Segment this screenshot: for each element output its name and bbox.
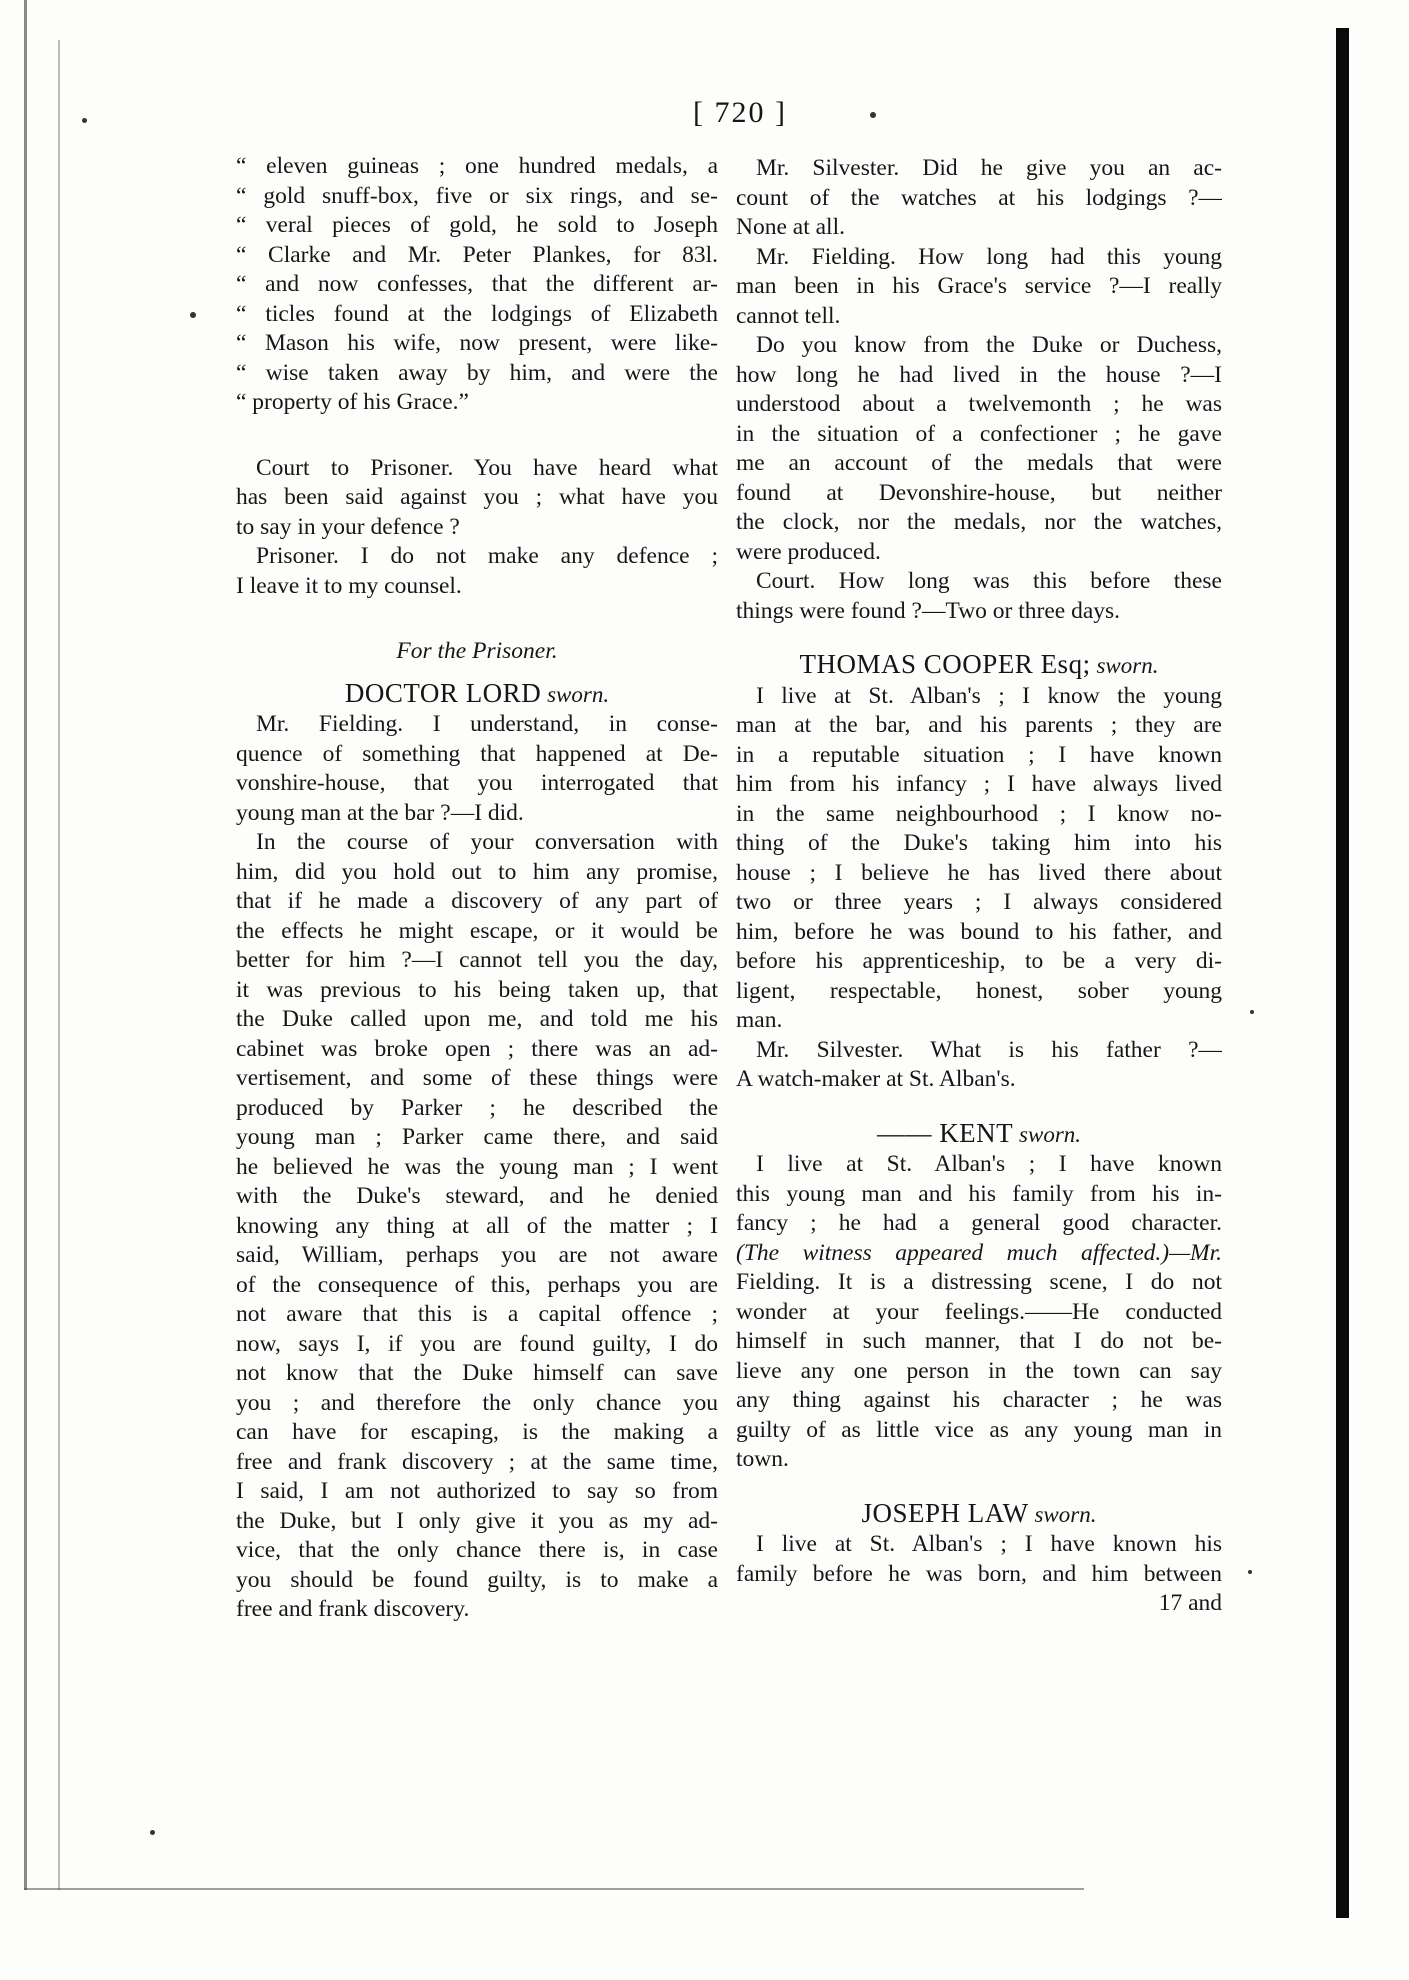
witness-name: THOMAS COOPER Esq; <box>799 649 1091 679</box>
scan-edge-inner <box>58 40 60 1890</box>
spacer <box>236 418 718 454</box>
text-line: town. <box>736 1446 789 1472</box>
spacer <box>736 1095 1222 1119</box>
text-line: how long he had lived in the house ?—I <box>736 361 1222 388</box>
text-line: “ ticles found at the lodgings of Elizabeth <box>236 300 718 327</box>
text-line: found at Devonshire-house, but neither <box>736 479 1222 506</box>
text-line: vertisement, and some of these things were <box>236 1065 718 1091</box>
scan-speck <box>190 312 196 318</box>
court-exchange <box>236 454 718 602</box>
witness-name: DOCTOR LORD <box>344 677 542 708</box>
text-line: Court. How long was this before these <box>756 568 1222 594</box>
scan-speck <box>1250 1010 1254 1014</box>
text-line: you ; and therefore the only chance you <box>236 1389 718 1416</box>
text-line: not aware that this is a capital offence ; <box>236 1301 718 1327</box>
text-line: I live at St. Alban's ; I have known his <box>756 1531 1222 1557</box>
text-line: lieve any one person in the town can say <box>736 1357 1222 1384</box>
text-line: the clock, nor the medals, nor the watches, <box>736 509 1222 535</box>
text-line: “ Mason his wife, now present, were like- <box>236 330 718 356</box>
text-line: Prisoner. I do not make any defence ; <box>256 543 718 569</box>
text-line: the Duke called upon me, and told me his <box>236 1006 718 1032</box>
text-line: man at the bar, and his parents ; they are <box>736 712 1222 738</box>
witness-name: JOSEPH LAW <box>861 1497 1029 1528</box>
text-line: “ and now confesses, that the different ar- <box>236 271 718 297</box>
text-line: in the same neighbourhood ; I know no- <box>736 800 1222 827</box>
text-line: I live at St. Alban's ; I have known <box>756 1151 1222 1177</box>
text-line: any thing against his character ; he was <box>736 1387 1222 1413</box>
text-line: knowing any thing at all of the matter ; I <box>236 1212 718 1239</box>
text-line: Mr. Silvester. Did he give you an ac- <box>756 155 1222 181</box>
text-line: A watch-maker at St. Alban's. <box>736 1066 1016 1092</box>
text-line: can have for escaping, is the making a <box>236 1419 718 1445</box>
text-line: guilty of as little vice as any young man in <box>736 1416 1222 1443</box>
cooper-testimony <box>736 682 1222 1095</box>
text-line: with the Duke's steward, and he denied <box>236 1183 718 1209</box>
text-line: ligent, respectable, honest, sober young <box>736 977 1222 1004</box>
text-line: Fielding. It is a distressing scene, I do not <box>736 1269 1222 1295</box>
text-line: this young man and his family from his in- <box>736 1180 1222 1207</box>
text-line: free and frank discovery. <box>236 1596 470 1622</box>
left-column <box>236 152 718 1625</box>
text-line: the effects he might escape, or it would be <box>236 917 718 944</box>
text-line: In the course of your conversation with <box>256 829 718 855</box>
text-line: I leave it to my counsel. <box>236 572 462 599</box>
text-line: not know that the Duke himself can save <box>236 1360 718 1386</box>
text-line: I said, I am not authorized to say so from <box>236 1478 718 1504</box>
testimony <box>236 710 718 1625</box>
sworn-label: sworn. <box>1034 1501 1097 1527</box>
text-line: has been said against you ; what have you <box>236 484 718 510</box>
text-line: me an account of the medals that were <box>736 450 1222 476</box>
text-line: him from his infancy ; I have always lived <box>736 771 1222 797</box>
right-column <box>736 154 1222 1619</box>
section-heading: For the Prisoner. <box>396 638 558 664</box>
text-line: quence of something that happened at De- <box>236 740 718 767</box>
text-line: Court to Prisoner. You have heard what <box>256 454 718 481</box>
text-line: house ; I believe he has lived there about <box>736 859 1222 886</box>
text-line: Mr. Fielding. I understand, in conse- <box>256 711 718 737</box>
spacer <box>736 1475 1222 1499</box>
scan-speck <box>82 118 87 123</box>
text-line: him, did you hold out to him any promise, <box>236 858 718 885</box>
scan-edge-right <box>1336 28 1349 1918</box>
scan-edge-bottom <box>24 1888 1084 1890</box>
text-line: he believed he was the young man ; I went <box>236 1153 718 1180</box>
text-line: that if he made a discovery of any part of <box>236 888 718 914</box>
text-line: (The witness appeared much affected.)—Mr. <box>736 1239 1222 1266</box>
text-line: things were found ?—Two or three days. <box>736 597 1121 624</box>
text-line: now, says I, if you are found guilty, I do <box>236 1330 718 1357</box>
text-line: Mr. Silvester. What is his father ?— <box>756 1036 1222 1063</box>
text-line: “ Clarke and Mr. Peter Plankes, for 83l. <box>236 241 718 268</box>
sworn-label: sworn. <box>1019 1121 1082 1147</box>
text-line: were produced. <box>736 538 881 565</box>
text-line: wonder at your feelings.——He conducted <box>736 1298 1222 1325</box>
text-line: vonshire-house, that you interrogated that <box>236 770 718 796</box>
text-line: him, before he was bound to his father, and <box>736 918 1222 945</box>
text-line: in the situation of a confectioner ; he gave <box>736 420 1222 447</box>
text-line: young man ; Parker came there, and said <box>236 1124 718 1150</box>
scan-speck <box>870 112 876 118</box>
witness-heading <box>236 679 718 711</box>
text-line: cannot tell. <box>736 302 841 329</box>
text-line: young man at the bar ?—I did. <box>236 799 524 826</box>
text-line: produced by Parker ; he described the <box>236 1094 718 1121</box>
text-line: None at all. <box>736 214 845 240</box>
deposition-quote <box>236 152 718 418</box>
text-line: before his apprenticeship, to be a very di- <box>736 948 1222 974</box>
text-line: said, William, perhaps you are not aware <box>236 1242 718 1268</box>
witness-heading <box>736 650 1222 682</box>
text-line: thing of the Duke's taking him into his <box>736 830 1222 856</box>
text-line: cabinet was broke open ; there was an ad- <box>236 1035 718 1062</box>
spacer <box>236 601 718 637</box>
text-line: vice, that the only chance there is, in case <box>236 1537 718 1563</box>
text-line: himself in such manner, that I do not be- <box>736 1328 1222 1354</box>
text-line: you should be found guilty, is to make a <box>236 1566 718 1593</box>
text-line: free and frank discovery ; at the same time, <box>236 1448 718 1475</box>
text-line: fancy ; he had a general good character. <box>736 1210 1222 1236</box>
text-line: in a reputable situation ; I have known <box>736 741 1222 768</box>
page-number: [ 720 ] <box>693 96 787 129</box>
text-line: count of the watches at his lodgings ?— <box>736 184 1222 211</box>
catchword: 17 and <box>1158 1590 1222 1616</box>
text-line: two or three years ; I always considered <box>736 889 1222 915</box>
text-line: “ veral pieces of gold, he sold to Joseph <box>236 212 718 238</box>
text-line: of the consequence of this, perhaps you are <box>236 1271 718 1298</box>
witness-heading <box>736 1499 1222 1531</box>
sworn-label: sworn. <box>547 681 610 707</box>
text-line: to say in your defence ? <box>236 513 460 540</box>
sworn-label: sworn. <box>1096 653 1159 678</box>
text-line: I live at St. Alban's ; I know the young <box>756 682 1222 709</box>
text-line: “ eleven guineas ; one hundred medals, a <box>236 153 718 179</box>
text-line: “ wise taken away by him, and were the <box>236 359 718 386</box>
text-line: it was previous to his being taken up, that <box>236 976 718 1003</box>
text-line: “ property of his Grace.” <box>236 389 469 415</box>
kent-testimony <box>736 1150 1222 1475</box>
silvester-exchange <box>736 154 1222 626</box>
text-line: better for him ?—I cannot tell you the day, <box>236 947 718 973</box>
scan-speck <box>150 1830 155 1835</box>
text-line: family before he was born, and him between <box>736 1560 1222 1587</box>
text-line: man been in his Grace's service ?—I really <box>736 273 1222 299</box>
law-testimony <box>736 1530 1222 1589</box>
witness-name: —— KENT <box>876 1117 1014 1148</box>
text-line: understood about a twelvemonth ; he was <box>736 391 1222 417</box>
text-line: the Duke, but I only give it you as my ad- <box>236 1507 718 1534</box>
scan-edge-left <box>24 0 27 1890</box>
text-line: Mr. Fielding. How long had this young <box>756 243 1222 270</box>
text-line: man. <box>736 1007 783 1033</box>
spacer <box>736 626 1222 650</box>
text-line: “ gold snuff-box, five or six rings, and se- <box>236 182 718 209</box>
witness-heading <box>736 1119 1222 1151</box>
scan-speck <box>1248 1570 1252 1574</box>
text-line: Do you know from the Duke or Duchess, <box>756 332 1222 358</box>
